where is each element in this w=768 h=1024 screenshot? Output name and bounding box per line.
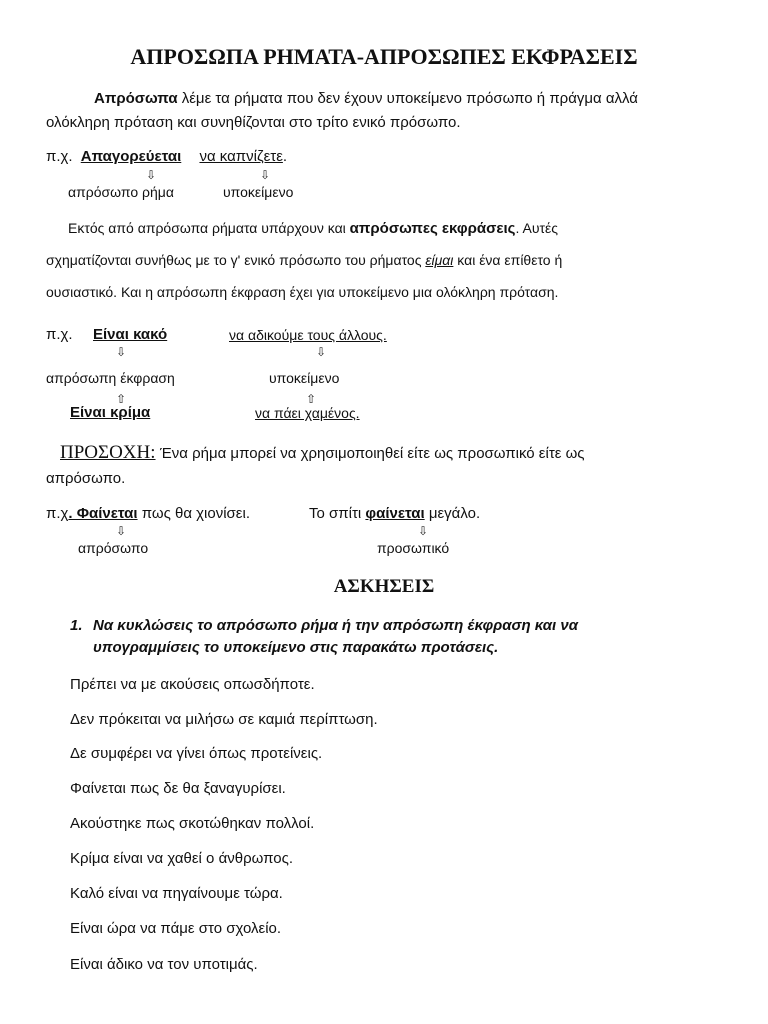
example3-left <box>46 505 250 522</box>
example1-line <box>46 148 287 165</box>
example1-subject: να καπνίζετε <box>199 148 283 165</box>
sentence-item: Κρίμα είναι να χαθεί ο άνθρωπος. <box>70 850 293 867</box>
sentence-item: Δε συμφέρει να γίνει όπως προτείνεις. <box>70 745 323 762</box>
example3-verb2: φαίνεται <box>365 505 425 522</box>
page-title: ΑΠΡΟΣΩΠΑ ΡΗΜΑΤΑ-ΑΠΡΟΣΩΠΕΣ ΕΚΦΡΑΣΕΙΣ <box>130 44 638 69</box>
example3-verb1: . Φαίνεται <box>68 505 138 522</box>
sentence-item: Δεν πρόκειται να μιλήσω σε καμιά περίπτωση. <box>70 711 378 728</box>
example1-verb: Απαγορεύεται <box>80 148 182 165</box>
sentence-item: Είναι άδικο να τον υποτιμάς. <box>70 956 258 973</box>
up-arrow-icon: ⇧ <box>306 392 317 406</box>
intro-line-1-rest: λέμε τα ρήματα που δεν έχουν υποκείμενο πρόσωπο ή πράγμα αλλά <box>181 90 638 107</box>
task-number: 1. <box>70 617 83 634</box>
example2-label-expr: απρόσωπη έκφραση <box>46 370 175 386</box>
example2-prefix: π.χ. <box>46 326 73 343</box>
example1-period: . <box>282 148 288 165</box>
example2-label-subject: υποκείμενο <box>269 370 340 386</box>
example3-label1: απρόσωπο <box>78 540 149 556</box>
down-arrow-icon: ⇩ <box>260 168 271 182</box>
down-arrow-icon: ⇩ <box>116 345 127 359</box>
example2-subj2: να πάει χαμένος. <box>255 405 360 421</box>
example1-prefix: π.χ. <box>46 148 73 165</box>
task-line-2: υπογραμμίσεις το υποκείμενο στις παρακάτω προτάσεις. <box>93 639 499 656</box>
task-line-1: Να κυκλώσεις το απρόσωπο ρήμα ή την απρόσωπη έκφραση και να <box>93 617 579 634</box>
expressions-term: απρόσωπες εκφράσεις <box>349 220 516 237</box>
example2-subj1: να αδικούμε τους άλλους. <box>229 327 387 343</box>
intro-term: Απρόσωπα <box>94 90 178 107</box>
down-arrow-icon: ⇩ <box>116 524 127 538</box>
example2-expr1: Είναι κακό <box>93 326 168 343</box>
verb-eimai: είμαι <box>425 252 454 268</box>
attention-line-2: απρόσωπο. <box>46 470 126 487</box>
attention-label: ΠΡΟΣΟΧΗ: <box>60 442 156 463</box>
sentence-item: Καλό είναι να πηγαίνουμε τώρα. <box>70 885 283 902</box>
example3-right <box>309 505 480 522</box>
example3-label2: προσωπικό <box>377 540 450 556</box>
down-arrow-icon: ⇩ <box>146 168 157 182</box>
down-arrow-icon: ⇩ <box>418 524 429 538</box>
up-arrow-icon: ⇧ <box>116 392 127 406</box>
sentence-item: Φαίνεται πως δε θα ξαναγυρίσει. <box>70 780 286 797</box>
expressions-text: . Αυτές <box>515 220 559 236</box>
expressions-text: σχηματίζονται συνήθως με το γ' ενικό πρόσωπο του ρήματος <box>46 252 422 268</box>
example3-rest1: πως θα χιονίσει. <box>141 505 250 522</box>
intro-line-2: ολόκληρη πρόταση και συνηθίζονται στο τρίτο ενικό πρόσωπο. <box>46 114 461 131</box>
example3-pre2: Το σπίτι <box>309 505 362 522</box>
example1-label-verb: απρόσωπο ρήμα <box>68 184 174 200</box>
expressions-line-2 <box>46 252 562 268</box>
example3-rest2: μεγάλο. <box>428 505 481 522</box>
intro-line-1 <box>94 90 638 107</box>
expressions-text: και ένα επίθετο ή <box>457 252 563 268</box>
expressions-line-3: ουσιαστικό. Και η απρόσωπη έκφραση έχει για υποκείμενο μια ολόκληρη πρόταση. <box>46 284 559 300</box>
down-arrow-icon: ⇩ <box>316 345 327 359</box>
example3-prefix: π.χ <box>46 505 69 522</box>
attention-text: Ένα ρήμα μπορεί να χρησιμοποιηθεί είτε ως προσωπικό είτε ως <box>159 445 585 462</box>
expressions-text: Εκτός από απρόσωπα ρήματα υπάρχουν και <box>68 220 346 236</box>
example1-label-subject: υποκείμενο <box>223 184 294 200</box>
sentence-item: Είναι ώρα να πάμε στο σχολείο. <box>70 920 282 937</box>
sentence-item: Ακούστηκε πως σκοτώθηκαν πολλοί. <box>70 815 315 832</box>
expressions-line-1 <box>68 220 558 237</box>
sentence-item: Πρέπει να με ακούσεις οπωσδήποτε. <box>70 676 315 693</box>
example2-expr2: Είναι κρίμα <box>70 404 151 421</box>
exercises-heading: ΑΣΚΗΣΕΙΣ <box>333 576 435 597</box>
attention-line-1 <box>60 442 585 464</box>
